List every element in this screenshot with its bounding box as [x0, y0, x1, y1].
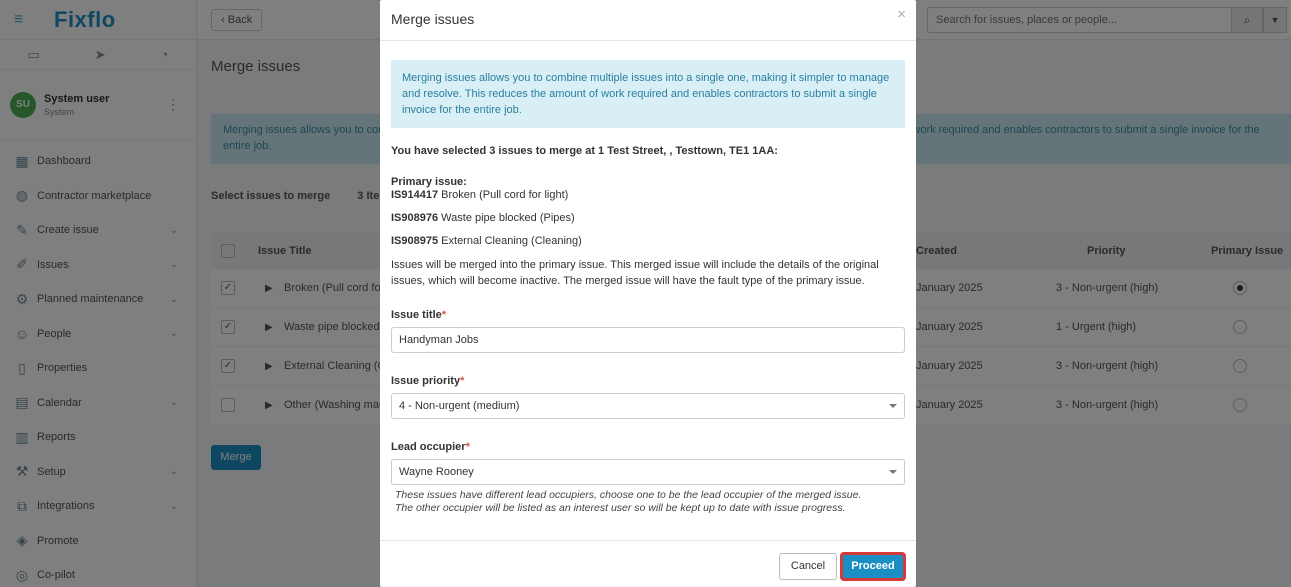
modal-header [380, 0, 916, 41]
caret-down-icon [889, 470, 897, 474]
required-marker: * [465, 441, 470, 453]
proceed-button[interactable]: Proceed [840, 552, 906, 581]
close-icon[interactable]: × [897, 6, 906, 23]
issue-desc: Waste pipe blocked (Pipes) [441, 212, 575, 224]
issue-title-label: Issue title* [391, 309, 447, 321]
issue-title-input[interactable] [391, 327, 905, 353]
issue-priority-label: Issue priority* [391, 375, 465, 387]
primary-issue-label: Primary issue: [391, 176, 467, 188]
issue-title-group [391, 309, 905, 353]
required-marker: * [441, 309, 447, 321]
help-line: These issues have different lead occupiers, choose one to be the lead occupier of the merged issue. [395, 489, 862, 501]
issue-priority-select[interactable] [391, 393, 905, 419]
issue-desc: External Cleaning (Cleaning) [441, 235, 582, 247]
lead-occupier-select[interactable] [391, 459, 905, 485]
merge-note: Issues will be merged into the primary issue. This merged issue will include the details of the original issues, which will become inactive. The merged issue will have the fault type of the primary issue. [391, 259, 879, 287]
issue-ref: IS914417 [391, 189, 439, 201]
issue-line [391, 234, 905, 249]
issue-desc: Broken (Pull cord for light) [441, 189, 569, 201]
modal-title: Merge issues [391, 11, 475, 27]
issue-priority-group [391, 375, 905, 419]
lead-occupier-value: Wayne Rooney [399, 466, 474, 478]
caret-down-icon [889, 404, 897, 408]
modal-footer [380, 540, 916, 587]
cancel-button[interactable]: Cancel [779, 553, 837, 580]
issue-line [391, 188, 905, 203]
lead-occupier-label: Lead occupier* [391, 441, 470, 453]
issue-ref: IS908975 [391, 235, 439, 247]
info-alert: Merging issues allows you to combine multiple issues into a single one, making it simpler to manage and resolve. This reduces the amount of work required and enables contractors to submit a single invoice for the entire job. [391, 60, 905, 128]
selection-summary: You have selected 3 issues to merge at 1 Test Street, , Testtown, TE1 1AA: [391, 145, 778, 157]
merge-issues-modal [380, 0, 916, 587]
issue-line [391, 211, 905, 226]
lead-occupier-help [391, 489, 905, 515]
issue-priority-value: 4 - Non-urgent (medium) [399, 400, 520, 412]
lead-occupier-group [391, 441, 905, 515]
required-marker: * [460, 375, 465, 387]
issue-ref: IS908976 [391, 212, 439, 224]
help-line: The other occupier will be listed as an interest user so will be kept up to date with issue progress. [395, 502, 846, 514]
modal-body [380, 41, 916, 515]
